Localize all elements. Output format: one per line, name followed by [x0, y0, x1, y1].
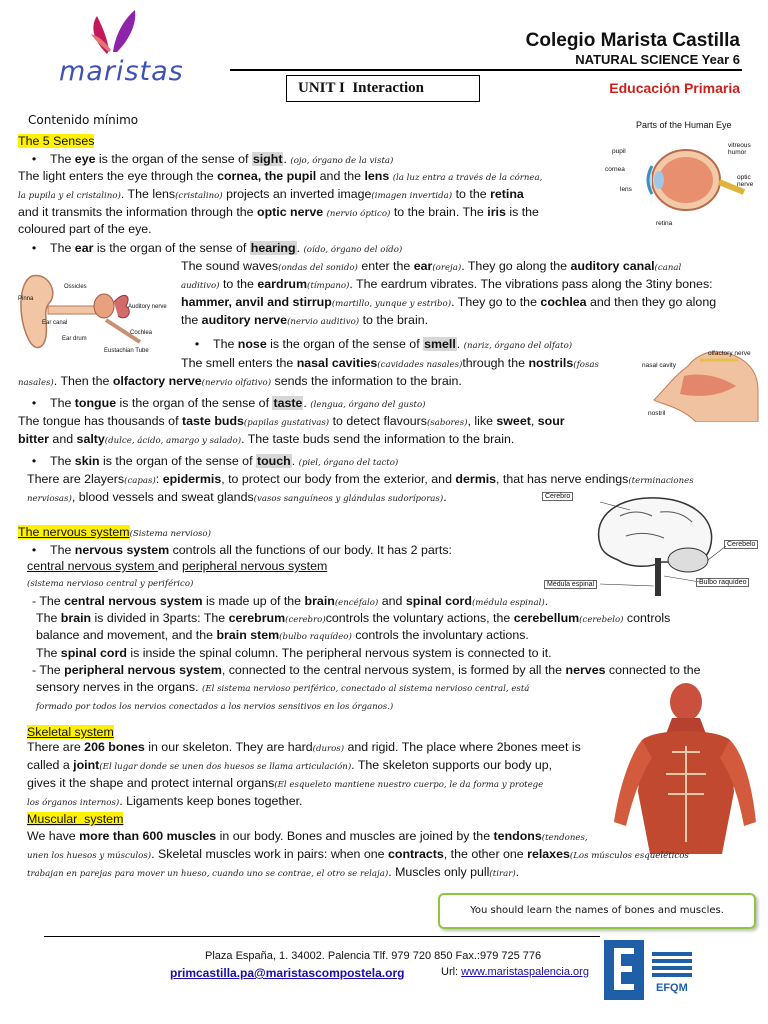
nervous-line-4: - The central nervous system is made up of the brain(encéfalo) and spinal cord(médula espinal).	[32, 594, 549, 608]
footer-address: Plaza España, 1. 34002. Palencia Tlf. 979 720 850 Fax.:979 725 776	[205, 950, 542, 962]
nose-diagram	[640, 346, 764, 422]
eye-diagram-title: Parts of the Human Eye	[636, 120, 732, 130]
footer-url-label: Url:	[441, 966, 462, 978]
nose-line-3: nasales). Then the olfactory nerve(nervio olfativo) sends the information to the brain.	[18, 374, 462, 388]
nervous-line-6: balance and movement, and the brain stem(bulbo raquídeo) controls the involuntary actions.	[36, 628, 529, 642]
nose-label-cavity: nasal cavity	[642, 362, 676, 369]
eye-label-optic-nerve: optic nerve	[737, 174, 754, 188]
footer-url-link[interactable]: www.maristaspalencia.org	[461, 966, 589, 978]
nose-label-nostril: nostril	[648, 410, 666, 417]
footer-email-link[interactable]: primcastilla.pa@maristascompostela.org	[170, 966, 405, 980]
skeletal-line-4: los órganos internos). Ligaments keep bones together.	[27, 794, 303, 808]
skeletal-line-3: gives it the shape and protect internal organs(El esqueleto mantiene nuestro cuerpo, le da forma y protege	[27, 776, 544, 790]
muscular-line-1: We have more than 600 muscles in our body. Bones and muscles are joined by the tendons(tendones,	[27, 829, 588, 843]
ear-label-ear-drum: Ear drum	[62, 336, 87, 342]
callout-box	[438, 893, 756, 929]
skeletal-line-2: called a joint(El lugar donde se unen dos huesos se llama articulación). The skeleton supports our body up,	[27, 758, 553, 772]
nervous-line-9: sensory nerves in the organs. (El sistema nervioso periférico, conectado al sistema nervioso central, está	[36, 680, 530, 694]
skeletal-title: Skeletal system	[27, 725, 114, 739]
level-label: Educación Primaria	[609, 80, 740, 96]
ear-label-pinna: Pinna	[18, 296, 34, 302]
unit-title: UNIT I Interaction	[298, 80, 424, 96]
nervous-line-8: - The peripheral nervous system, connected to the central nervous system, is formed by all the nerves connected to the	[32, 663, 701, 677]
ear-label-ossicles: Ossicles	[64, 284, 87, 290]
brain-label-bulbo: Bulbo raquídeo	[696, 578, 749, 587]
eye-line-4: and it transmits the information through the optic nerve (nervio óptico) to the brain. The iris is the	[18, 205, 539, 219]
nervous-line-1: • The nervous system controls all the functions of our body. It has 2 parts:	[31, 543, 452, 557]
brain-label-medula: Médula espinal	[544, 580, 597, 589]
ear-diagram	[14, 262, 174, 362]
eye-diagram	[604, 116, 764, 234]
eye-label-lens: lens	[620, 186, 632, 193]
ear-label-auditory-nerve: Auditory nerve	[128, 304, 167, 310]
callout-text: You should learn the names of bones and muscles.	[470, 905, 724, 916]
efqm-bars-icon	[650, 948, 694, 984]
skeletal-line-1: There are 206 bones in our skeleton. They are hard(duros) and rigid. The place where 2bones meet is	[27, 740, 581, 754]
muscular-title: Muscular system	[27, 812, 124, 826]
nervous-line-3: (sistema nervioso central y periférico)	[27, 579, 194, 589]
nose-line-2: The smell enters the nasal cavities(cavidades nasales)through the nostrils(fosas	[181, 356, 599, 370]
excellence-e-icon	[604, 940, 644, 1000]
excellence-badge	[604, 940, 644, 1000]
nose-label-olfactory: olfactory nerve	[708, 350, 751, 357]
brain-label-cerebro: Cerebro	[542, 492, 573, 501]
eye-label-vitreous: vitreous humor	[728, 142, 751, 156]
eye-label-pupil: pupil	[612, 148, 626, 155]
subject-label: NATURAL SCIENCE Year 6	[575, 52, 740, 67]
skin-line-3: nerviosas), blood vessels and sweat glands(vasos sanguíneos y glándulas sudoríporas).	[27, 490, 447, 504]
logo-text: maristas	[59, 56, 184, 87]
tongue-line-2: The tongue has thousands of taste buds(papilas gustativas) to detect flavours(sabores), like sweet, sour	[18, 414, 565, 428]
ear-illustration-icon	[14, 262, 174, 362]
skin-line-2: There are 2layers(capas): epidermis, to protect our body from the exterior, and dermis, that has nerve endings(terminaciones	[27, 472, 694, 486]
footer-rule	[44, 936, 600, 937]
school-name: Colegio Marista Castilla	[525, 30, 740, 51]
footer-url-line	[441, 966, 589, 978]
tongue-bullet-line: • The tongue is the organ of the sense of taste. (lengua, órgano del gusto)	[31, 396, 426, 410]
nervous-line-5: The brain is divided in 3parts: The cerebrum(cerebro)controls the voluntary actions, the cerebellum(cerebelo) controls	[36, 611, 671, 625]
muscular-line-2: unen los huesos y músculos). Skeletal muscles work in pairs: when one contracts, the other one relaxes(Los músculos esqueléticos	[27, 847, 689, 861]
maristas-logo	[55, 6, 185, 88]
muscular-line-3: trabajan en parejas para mover un hueso, cuando uno se contrae, el otro se relaja). Muscles only pull(tirar).	[27, 865, 520, 879]
ear-line-4: hammer, anvil and stirrup(martillo, yunque y estribo). They go to the cochlea and then they go along	[181, 295, 717, 309]
brain-label-cerebelo: Cerebelo	[724, 540, 758, 549]
unit-box	[286, 75, 480, 102]
ear-label-eustachian: Eustachian Tube	[104, 348, 149, 354]
efqm-label: EFQM	[656, 982, 688, 994]
eye-line-2: The light enters the eye through the cornea, the pupil and the lens (la luz entra a través de la córnea,	[18, 169, 543, 183]
skin-bullet-line: • The skin is the organ of the sense of touch. (piel, órgano del tacto)	[31, 454, 399, 468]
tongue-line-3: bitter and salty(dulce, ácido, amargo y salado). The taste buds send the information to the brain.	[18, 432, 515, 446]
contenido-label: Contenido mínimo	[28, 113, 139, 127]
ear-line-3: auditivo) to the eardrum(tímpano). The eardrum vibrates. The vibrations pass along the 3tiny bones:	[181, 277, 713, 291]
ear-line-5: the auditory nerve(nervio auditivo) to the brain.	[181, 313, 429, 327]
efqm-badge	[650, 948, 694, 1000]
nose-bullet-line: • The nose is the organ of the sense of smell. (nariz, órgano del olfato)	[194, 337, 573, 351]
ear-bullet-line: • The ear is the organ of the sense of hearing. (oído, órgano del oído)	[31, 241, 403, 255]
nervous-line-10: formado por todos los nervios conectados a los nervios sensitivos en los órganos.)	[36, 702, 394, 712]
nervous-line-2: central nervous system and peripheral nervous system	[27, 559, 328, 573]
nervous-title: The nervous system	[18, 525, 130, 539]
header-rule	[230, 69, 742, 71]
eye-line-3: la pupila y el cristalino). The lens(cristalino) projects an inverted image(imagen invertida) to the retina	[18, 187, 524, 201]
eye-label-retina: retina	[656, 220, 673, 227]
nervous-title-line: The nervous system(Sistema nervioso)	[18, 525, 211, 539]
eye-line-5: coloured part of the eye.	[18, 222, 152, 236]
ear-label-ear-canal: Ear canal	[42, 320, 68, 326]
eye-label-cornea: cornea	[605, 166, 625, 173]
eye-bullet-line: • The eye is the organ of the sense of sight. (ojo, órgano de la vista)	[31, 152, 394, 166]
ear-label-cochlea: Cochlea	[130, 330, 153, 336]
ear-line-2: The sound waves(ondas del sonido) enter the ear(oreja). They go along the auditory canal(canal	[181, 259, 682, 273]
nervous-line-7: The spinal cord is inside the spinal column. The peripheral nervous system is connected to it.	[36, 646, 552, 660]
senses-title: The 5 Senses	[18, 134, 95, 148]
